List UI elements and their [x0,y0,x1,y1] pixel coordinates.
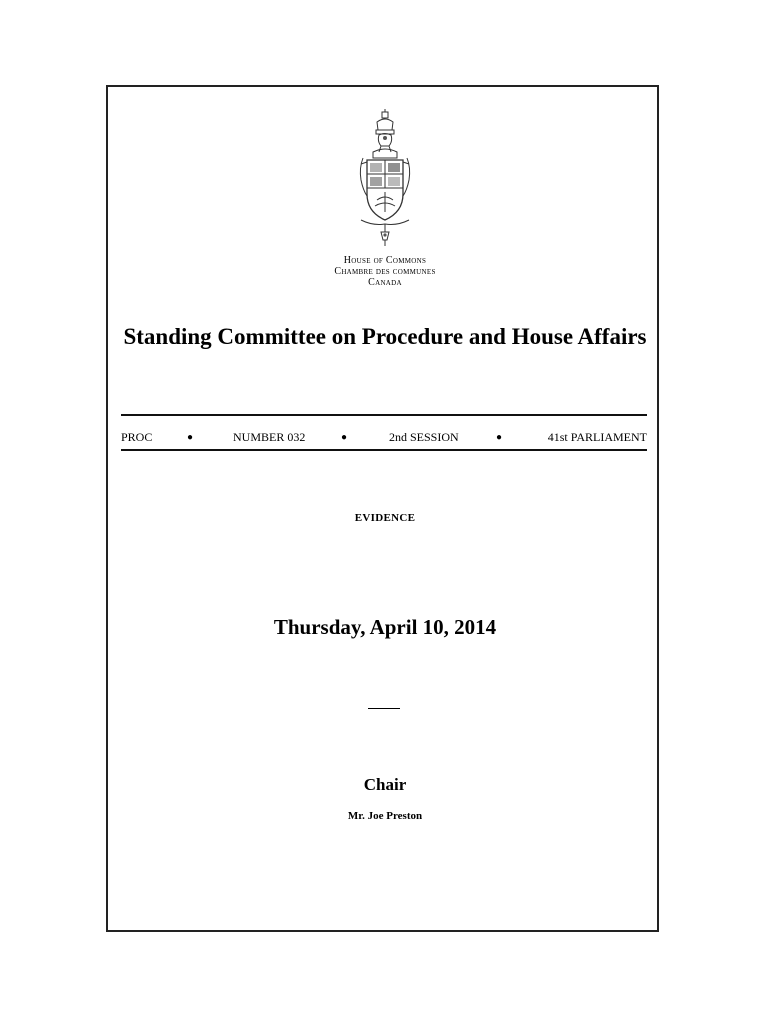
institution-name-french: Chambre des communes [334,266,436,277]
meta-bullet: ● [341,432,348,443]
committee-title: Standing Committee on Procedure and House Affairs [123,324,647,349]
institution-name-english: House of Commons [343,255,427,266]
coat-of-arms-icon [355,108,415,248]
chair-label: Chair [363,775,407,794]
meta-bullet: ● [496,432,503,443]
section-separator [368,708,400,709]
header-rule-bottom [121,449,647,451]
committee-acronym: PROC [121,430,153,444]
meeting-number: NUMBER 032 [233,430,306,444]
chair-name: Mr. Joe Preston [347,810,423,822]
session: 2nd SESSION [389,430,459,444]
meeting-date: Thursday, April 10, 2014 [273,615,497,639]
institution-country: Canada [368,277,402,288]
meta-bullet: ● [187,432,194,443]
document-type: EVIDENCE [354,512,416,524]
parliament: 41st PARLIAMENT [547,430,647,444]
header-rule-top [121,414,647,416]
